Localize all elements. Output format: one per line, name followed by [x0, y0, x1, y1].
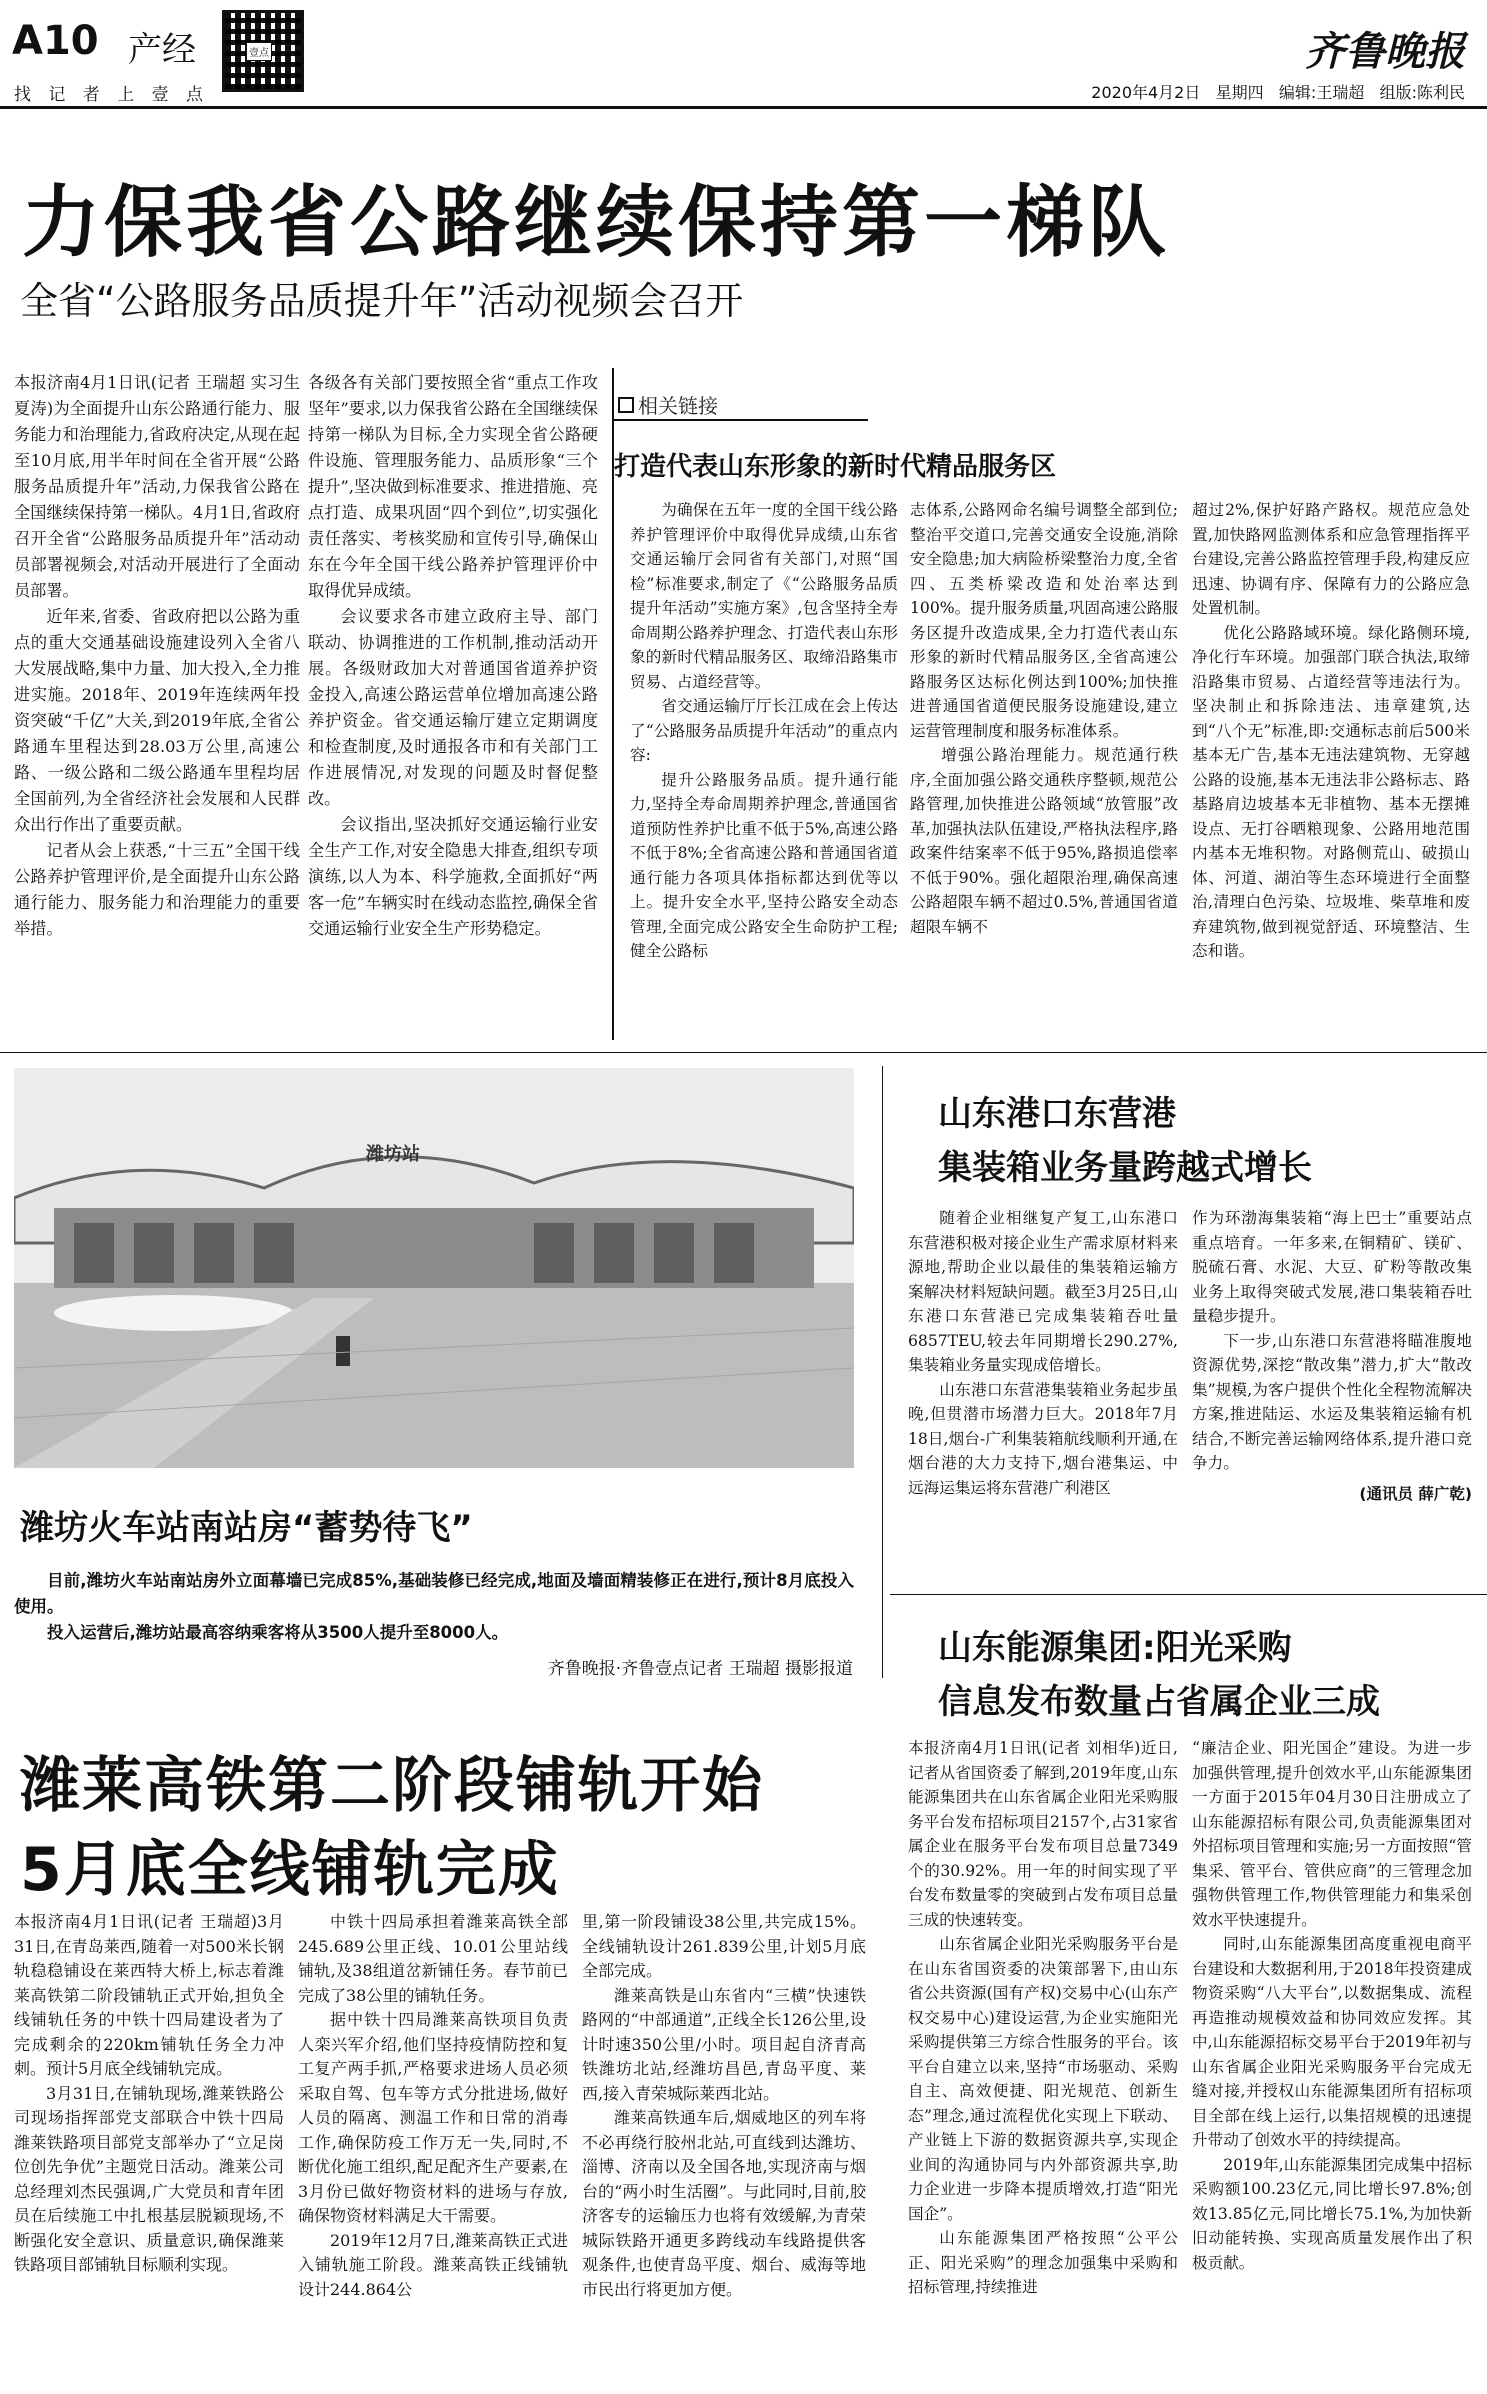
station-photo[interactable]	[14, 1068, 854, 1468]
section-divider	[890, 1594, 1487, 1595]
qr-tag: 壹点	[246, 42, 272, 61]
lead-column-2	[308, 370, 598, 942]
newspaper-logo: 齐鲁晚报	[1305, 28, 1465, 75]
rail-paragraph: 3月31日,在铺轨现场,潍莱铁路公司现场指挥部党支部联合中铁十四局潍莱铁路项目部党支部举办了“立足岗位创先争优”主题党日活动。潍莱公司总经理刘杰民强调,广大党员和青年团员在后续施工中扎根基层脱颖现场,不断强化安全意识、质量意识,确保潍莱铁路项目部铺轨目标顺利实现。	[14, 2083, 284, 2274]
rail-paragraph: 2019年12月7日,潍莱高铁正式进入铺轨施工阶段。潍莱高铁正线铺轨设计244.864公	[298, 2230, 568, 2299]
port-paragraph: 随着企业相继复产复工,山东港口东营港积极对接企业生产需求原材料来源地,帮助企业以最佳的集装箱运输方案解决材料短缺问题。截至3月25日,山东港口东营港已完成集装箱吞吐量6857TEU,较去年同期增长290.27%,集装箱业务量实现成倍增长。	[908, 1209, 1178, 1374]
rail-paragraph: 里,第一阶段铺设38公里,共完成15%。全线铺轨设计261.839公里,计划5月底全部完成。	[582, 1912, 866, 1980]
port-title-line-2: 集装箱业务量跨越式增长	[938, 1148, 1312, 1188]
lead-column-1	[14, 370, 300, 942]
header-rule	[0, 106, 1487, 109]
section-name: 产经	[128, 30, 196, 70]
port-column-2	[1192, 1206, 1472, 1506]
related-paragraph: 优化公路路域环境。绿化路侧环境,净化行车环境。加强部门联合执法,取缔沿路集市贸易、占道经营等违法行为。坚决制止和拆除违法、违章建筑,达到“八个无”标准,即:交通标志前后500米基本无广告,基本无违法建筑物、无穿越公路的设施,基本无违法非公路标志、路基路肩边坡基本无非植物、基本无摆摊设点、无打谷晒粮现象、公路用地范围内基本无堆积物。对路侧荒山、破损山体、河道、湖泊等生态环境进行全面整治,清理白色污染、垃圾堆、柴草堆和废弃建筑物,做到视觉舒适、环境整洁、生态和谐。	[1192, 623, 1470, 960]
lead-paragraph: 记者从会上获悉,“十三五”全国干线公路养护管理评价,是全面提升山东公路通行能力、服务能力和治理能力的重要举措。	[14, 841, 300, 938]
related-column-1	[630, 498, 898, 964]
photo-credit: 齐鲁晚报·齐鲁壹点记者 王瑞超 摄影报道	[547, 1659, 853, 1679]
slogan: 找 记 者 上 壹 点	[14, 85, 210, 105]
rail-column-3	[582, 1910, 866, 2302]
rail-column-2	[298, 1910, 568, 2302]
related-link-tag: 相关链接	[612, 390, 868, 421]
lead-paragraph: 本报济南4月1日讯(记者 王瑞超 实习生 夏涛)为全面提升山东公路通行能力、服务能力和治理能力,省政府决定,从现在起至10月底,用半年时间在全省开展“公路服务品质提升年”活动,力保我省公路在全国继续保持第一梯队。4月1日,省政府召开全省“公路服务品质提升年”活动动员部署视频会,对活动开展进行了全面动员部署。	[14, 373, 300, 600]
photo-caption-2: 投入运营后,潍坊站最高容纳乘客将从3500人提升至8000人。	[47, 1623, 509, 1642]
lead-headline: 力保我省公路继续保持第一梯队	[22, 178, 1171, 268]
energy-column-1	[908, 1736, 1178, 2300]
rail-paragraph: 中铁十四局承担着潍莱高铁全部245.689公里正线、10.01公里站线铺轨,及38组道岔新铺任务。春节前已完成了38公里的铺轨任务。	[298, 1912, 568, 2005]
issue-weekday: 星期四	[1215, 83, 1264, 102]
energy-paragraph: 2019年,山东能源集团完成集中招标采购额100.23亿元,同比增长97.8%;创效13.85亿元,同比增长75.1%,为加快新旧动能转换、实现高质量发展作出了积极贡献。	[1192, 2155, 1472, 2272]
station-sign: 潍坊站	[366, 1144, 420, 1165]
lead-paragraph: 近年来,省委、省政府把以公路为重点的重大交通基础设施建设列入全省八大发展战略,集中力量、加大投入,全力推进实施。2018年、2019年连续两年投资突破“千亿”大关,到2019年底,全省公路通车里程达到28.03万公里,高速公路、一级公路和二级公路通车里程均居全国前列,为全省经济社会发展和人民群众出行作出了重要贡献。	[14, 607, 300, 834]
port-column-1	[908, 1206, 1178, 1500]
photo-story-title: 潍坊火车站南站房“蓄势待飞”	[20, 1508, 473, 1548]
related-column-2	[910, 498, 1178, 939]
station-illustration	[14, 1068, 854, 1468]
rail-column-1	[14, 1910, 284, 2278]
rail-paragraph: 潍莱高铁是山东省内“三横”快速铁路网的“中部通道”,正线全长126公里,设计时速350公里/小时。项目起自济青高铁潍坊北站,经潍坊昌邑,青岛平度、莱西,接入青荣城际莱西北站。	[582, 1985, 866, 2103]
rail-title-line-2: 5月底全线铺轨完成	[20, 1835, 560, 1905]
energy-paragraph: 山东能源集团严格按照“公平公正、阳光采购”的理念加强集中采购和招标管理,持续推进	[908, 2229, 1178, 2296]
related-paragraph: 增强公路治理能力。规范通行秩序,全面加强公路交通秩序整顿,规范公路管理,加快推进公路领域“放管服”改革,加强执法队伍建设,严格执法程序,路政案件结案率不低于95%,路损追偿率不低于90%。强化超限治理,确保高速公路超限车辆不超过0.5%,普通国省道超限车辆不	[910, 746, 1178, 936]
lead-paragraph: 各级各有关部门要按照全省“重点工作攻坚年”要求,以力保我省公路在全国继续保持第一梯队为目标,全力实现全省公路硬件设施、管理服务能力、品质形象“三个提升”,坚决做到标准要求、推进措施、亮点打造、成果巩固“四个到位”,切实强化责任落实、考核奖励和宣传引导,确保山东在今年全国干线公路养护管理评价中取得优异成绩。	[308, 373, 598, 600]
editor: 编辑:王瑞超	[1278, 83, 1365, 102]
designer: 组版:陈利民	[1379, 83, 1465, 102]
energy-title-line-2: 信息发布数量占省属企业三成	[938, 1682, 1380, 1722]
issue-date: 2020年4月2日	[1091, 83, 1201, 102]
related-column-3	[1192, 498, 1470, 964]
port-paragraph: 下一步,山东港口东营港将瞄准腹地资源优势,深挖“散改集”潜力,扩大“散改集”规模,为客户提供个性化全程物流解决方案,推进陆运、水运及集装箱运输有机结合,不断完善运输网络体系,提升港口竞争力。	[1192, 1331, 1472, 1472]
port-credit: (通讯员 薛广乾)	[1359, 1484, 1472, 1503]
energy-paragraph: “廉洁企业、阳光国企”建设。为进一步加强供管理,提升创效水平,山东能源集团一方面于2015年04月30日注册成立了山东能源招标有限公司,负责能源集团对外招标项目管理和实施;另一方面按照“管集采、管平台、管供应商”的三管理念加强物供管理工作,物供管理能力和集采创效水平快速提升。	[1192, 1739, 1472, 1929]
page-number: A10	[12, 18, 99, 64]
lead-subhead: 全省“公路服务品质提升年”活动视频会召开	[20, 279, 744, 323]
related-paragraph: 为确保在五年一度的全国干线公路养护管理评价中取得优异成绩,山东省交通运输厅会同省有关部门,对照“国检”标准要求,制定了《“公路服务品质提升年活动”实施方案》,包含坚持全寿命周期公路养护理念、打造代表山东形象的新时代精品服务区、取缔沿路集市贸易、占道经营等。	[630, 501, 898, 691]
photo-caption-1: 目前,潍坊火车站南站房外立面幕墙已完成85%,基础装修已经完成,地面及墙面精装修正在进行,预计8月底投入使用。	[14, 1571, 854, 1616]
rail-title-line-1: 潍莱高铁第二阶段铺轨开始	[20, 1751, 764, 1821]
related-paragraph: 超过2%,保护好路产路权。规范应急处置,加快路网监测体系和应急管理指挥平台建设,完善公路监控管理手段,构建反应迅速、协调有序、保障有力的公路应急处置机制。	[1192, 501, 1470, 617]
rail-paragraph: 据中铁十四局潍莱高铁项目负责人栾兴军介绍,他们坚持疫情防控和复工复产两手抓,严格要求进场人员必须采取自驾、包车等方式分批进场,做好人员的隔离、测温工作和日常的消毒工作,确保防疫工作万无一失,同时,不断优化施工组织,配足配齐生产要素,在3月份已做好物资材料的进场与存放,确保物资材料满足大干需要。	[298, 2010, 568, 2225]
related-box-title: 打造代表山东形象的新时代精品服务区	[614, 452, 1057, 482]
related-paragraph: 省交通运输厅厅长江成在会上传达了“公路服务品质提升年活动”的重点内容:	[630, 697, 898, 764]
energy-title-line-1: 山东能源集团:阳光采购	[938, 1628, 1292, 1668]
lead-paragraph: 会议要求各市建立政府主导、部门联动、协调推进的工作机制,推动活动开展。各级财政加大对普通国省道养护资金投入,高速公路运营单位增加高速公路养护资金。省交通运输厅建立定期调度和检查制度,及时通报各市和有关部门工作进展情况,对发现的问题及时督促整改。	[308, 607, 598, 808]
column-rule	[882, 1066, 883, 1678]
rail-paragraph: 潍莱高铁通车后,烟威地区的列车将不必再绕行胶州北站,可直线到达潍坊、淄博、济南以及全国各地,实现济南与烟台的“两小时生活圈”。与此同时,目前,胶济客专的运输压力也将有效缓解,为青荣城际铁路开通更多跨线动车线路提供客观条件,也使青岛平度、烟台、威海等地市民出行将更加方便。	[582, 2108, 866, 2299]
energy-paragraph: 山东省属企业阳光采购服务平台是在山东省国资委的决策部署下,由山东省公共资源(国有产权)交易中心(山东产权交易中心)建设运营,为企业实施阳光采购提供第三方综合性服务的平台。该平台自建立以来,坚持“市场驱动、采购自主、高效便捷、阳光规范、创新生态”理念,通过流程优化实现上下联动、产业链上下游的数据资源共享,实现企业间的沟通协同与内外部资源共享,助力企业进一步降本提质增效,打造“阳光国企”。	[908, 1935, 1178, 2223]
lead-paragraph: 会议指出,坚决抓好交通运输行业安全生产工作,对安全隐患大排查,组织专项演练,以人为本、科学施救,全面抓好“两客一危”车辆实时在线动态监控,确保全省交通运输行业安全生产形势稳定。	[308, 815, 598, 938]
port-title-line-1: 山东港口东营港	[938, 1094, 1176, 1134]
energy-paragraph: 本报济南4月1日讯(记者 刘相华)近日,记者从省国资委了解到,2019年度,山东能源集团共在山东省属企业阳光采购服务平台发布招标项目2157个,占31家省属企业在服务平台发布项目总量7349个的30.92%。用一年的时间实现了平台发布数量零的突破到占发布项目总量三成的快速转变。	[908, 1739, 1178, 1929]
port-paragraph: 山东港口东营港集装箱业务起步虽晚,但贯潜市场潜力巨大。2018年7月18日,烟台-广利集装箱航线顺利开通,在烟台港的大力支持下,烟台港集运、中远海运集运将东营港广利港区	[908, 1380, 1178, 1497]
port-paragraph: 作为环渤海集装箱“海上巴士”重要站点重点培育。一年多来,在铜精矿、镁矿、脱硫石膏、水泥、大豆、矿粉等散改集业务上取得突破式发展,港口集装箱吞吐量稳步提升。	[1192, 1209, 1472, 1325]
related-paragraph: 志体系,公路网命名编号调整全部到位;整治平交道口,完善交通安全设施,消除安全隐患;加大病险桥梁整治力度,全省四、五类桥梁改造和处治率达到100%。提升服务质量,巩固高速公路服务区提升改造成果,全力打造代表山东形象的新时代精品服务区,全省高速公路服务区达标化例达到100%;加快推进普通国省道便民服务设施建设,建立运营管理制度和服务标准体系。	[910, 501, 1178, 740]
related-paragraph: 提升公路服务品质。提升通行能力,坚持全寿命周期养护理念,普通国省道预防性养护比重不低于5%,高速公路不低于8%;全省高速公路和普通国省道通行能力各项具体指标都达到优等以上。提升安全水平,坚持公路安全动态管理,全面完成公路安全生命防护工程;健全公路标	[630, 770, 898, 960]
rail-paragraph: 本报济南4月1日讯(记者 王瑞超)3月31日,在青岛莱西,随着一对500米长钢轨稳稳铺设在莱西特大桥上,标志着潍莱高铁第二阶段铺轨正式开始,担负全线铺轨任务的中铁十四局建设者为了完成剩余的220km铺轨任务全力冲刺。预计5月底全线铺轨完成。	[14, 1912, 284, 2078]
section-divider	[0, 1052, 1487, 1053]
energy-paragraph: 同时,山东能源集团高度重视电商平台建设和大数据利用,于2018年投资建成物资采购“八大平台”,以数据集成、流程再造推动规模效益和协同效应发挥。其中,山东能源招标交易平台于2019年初与山东省属企业阳光采购服务平台完成无缝对接,并授权山东能源集团所有招标项目全部在线上运行,以集招规模的迅速提升带动了创效水平的持续提高。	[1192, 1935, 1472, 2149]
energy-column-2	[1192, 1736, 1472, 2275]
issue-info	[1091, 80, 1465, 103]
